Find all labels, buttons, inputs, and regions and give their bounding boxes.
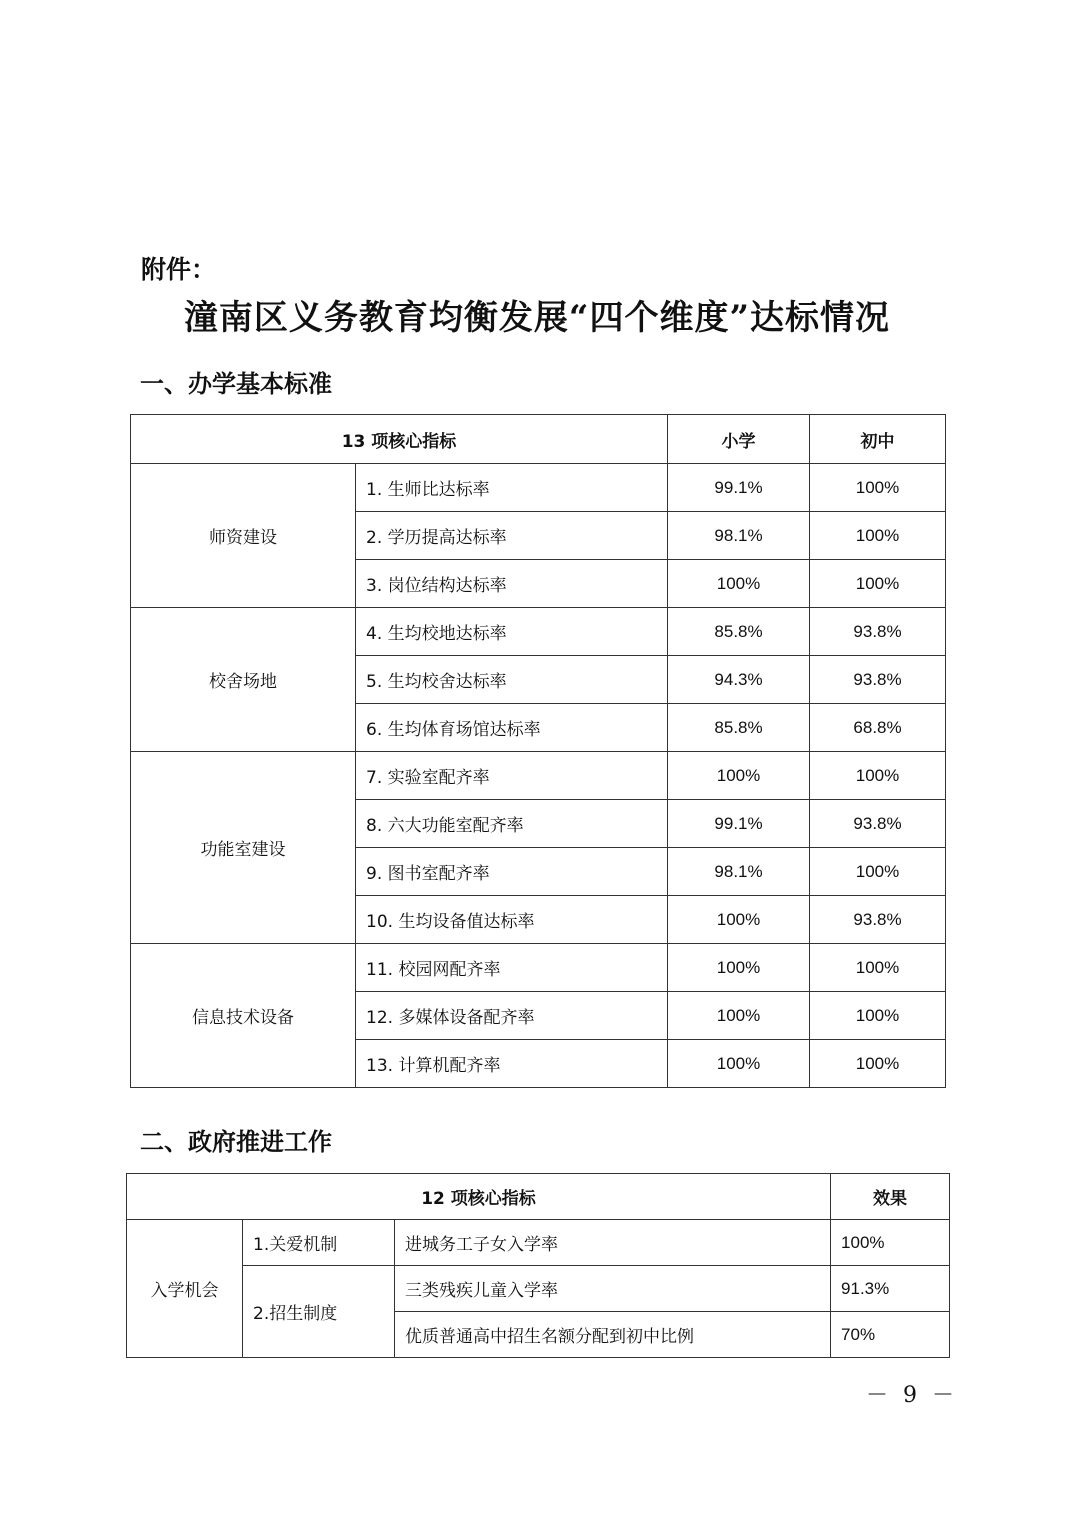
- indicator-cell: 12. 多媒体设备配齐率: [356, 992, 668, 1040]
- indicator-cell: 9. 图书室配齐率: [356, 848, 668, 896]
- indicator-cell: 3. 岗位结构达标率: [356, 560, 668, 608]
- primary-value: 98.1%: [668, 512, 810, 560]
- indicator-cell: 8. 六大功能室配齐率: [356, 800, 668, 848]
- indicator-cell: 1. 生师比达标率: [356, 464, 668, 512]
- table-row: [127, 1266, 950, 1312]
- junior-value: 68.8%: [810, 704, 946, 752]
- indicator-cell: 11. 校园网配齐率: [356, 944, 668, 992]
- primary-value: 85.8%: [668, 704, 810, 752]
- primary-value: 100%: [668, 560, 810, 608]
- category-cell: 信息技术设备: [131, 944, 356, 1088]
- category-cell: 校舍场地: [131, 608, 356, 752]
- category-cell: 师资建设: [131, 464, 356, 608]
- indicator-cell: 优质普通高中招生名额分配到初中比例: [395, 1312, 831, 1358]
- mechanism-cell: 2.招生制度: [243, 1266, 395, 1358]
- indicator-cell: 5. 生均校舍达标率: [356, 656, 668, 704]
- indicator-cell: 进城务工子女入学率: [395, 1220, 831, 1266]
- junior-value: 93.8%: [810, 896, 946, 944]
- junior-value: 100%: [810, 1040, 946, 1088]
- junior-value: 93.8%: [810, 608, 946, 656]
- table-row: [131, 464, 946, 512]
- category-cell: 入学机会: [127, 1220, 243, 1358]
- junior-value: 100%: [810, 848, 946, 896]
- primary-value: 100%: [668, 1040, 810, 1088]
- header-junior: 初中: [810, 415, 946, 464]
- table-row: [131, 608, 946, 656]
- junior-value: 100%: [810, 992, 946, 1040]
- indicator-cell: 7. 实验室配齐率: [356, 752, 668, 800]
- effect-value: 91.3%: [831, 1266, 950, 1312]
- primary-value: 99.1%: [668, 464, 810, 512]
- header-indicator: 13 项核心指标: [131, 415, 668, 464]
- indicator-cell: 三类残疾儿童入学率: [395, 1266, 831, 1312]
- primary-value: 100%: [668, 992, 810, 1040]
- table-header-row: [127, 1174, 950, 1220]
- junior-value: 100%: [810, 752, 946, 800]
- junior-value: 93.8%: [810, 656, 946, 704]
- section2-title: 二、政府推进工作: [140, 1128, 332, 1156]
- government-work-table: [126, 1173, 950, 1358]
- table-row: [127, 1220, 950, 1266]
- junior-value: 100%: [810, 512, 946, 560]
- indicator-cell: 4. 生均校地达标率: [356, 608, 668, 656]
- document-title: 潼南区义务教育均衡发展“四个维度”达标情况: [183, 298, 891, 338]
- table-header-row: [131, 415, 946, 464]
- section1-title: 一、办学基本标准: [140, 370, 332, 398]
- basic-standards-table: [130, 414, 946, 1088]
- primary-value: 99.1%: [668, 800, 810, 848]
- primary-value: 98.1%: [668, 848, 810, 896]
- category-cell: 功能室建设: [131, 752, 356, 944]
- indicator-cell: 6. 生均体育场馆达标率: [356, 704, 668, 752]
- junior-value: 93.8%: [810, 800, 946, 848]
- header-effect: 效果: [831, 1174, 950, 1220]
- page-number: － 9 －: [866, 1383, 958, 1408]
- primary-value: 100%: [668, 752, 810, 800]
- table-row: [131, 944, 946, 992]
- table-row: [131, 752, 946, 800]
- header-primary: 小学: [668, 415, 810, 464]
- junior-value: 100%: [810, 560, 946, 608]
- primary-value: 100%: [668, 944, 810, 992]
- junior-value: 100%: [810, 944, 946, 992]
- primary-value: 100%: [668, 896, 810, 944]
- primary-value: 85.8%: [668, 608, 810, 656]
- primary-value: 94.3%: [668, 656, 810, 704]
- effect-value: 100%: [831, 1220, 950, 1266]
- indicator-cell: 13. 计算机配齐率: [356, 1040, 668, 1088]
- indicator-cell: 2. 学历提高达标率: [356, 512, 668, 560]
- attachment-label: 附件：: [141, 255, 217, 284]
- junior-value: 100%: [810, 464, 946, 512]
- mechanism-cell: 1.关爱机制: [243, 1220, 395, 1266]
- effect-value: 70%: [831, 1312, 950, 1358]
- indicator-cell: 10. 生均设备值达标率: [356, 896, 668, 944]
- header-indicator: 12 项核心指标: [127, 1174, 831, 1220]
